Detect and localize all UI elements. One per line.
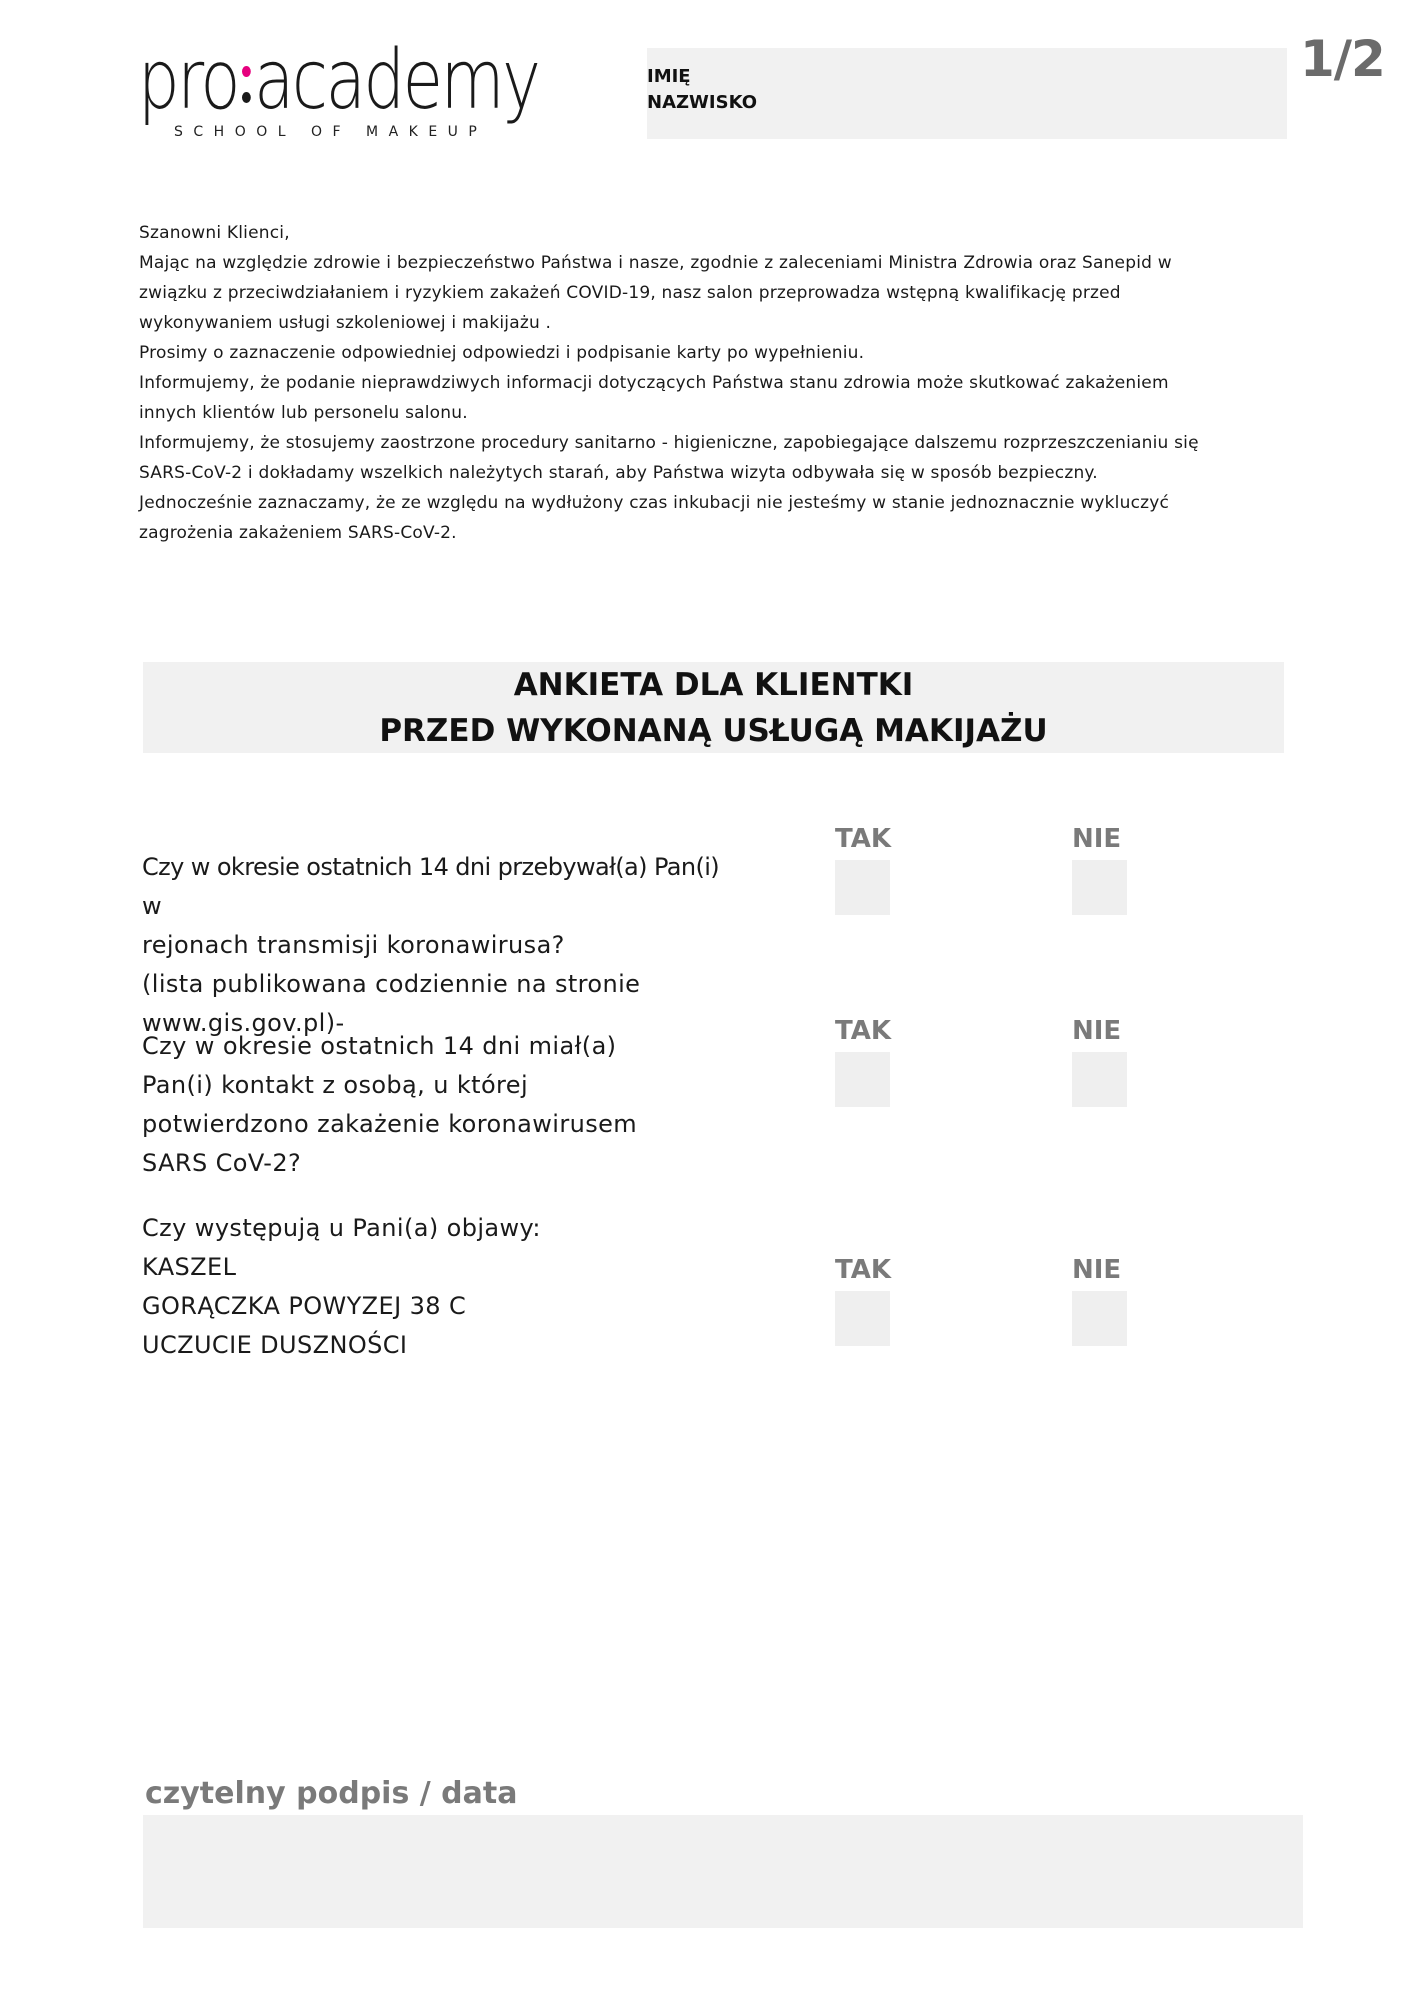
intro-line: Prosimy o zaznaczenie odpowiedniej odpowiedzi i podpisanie karty po wypełnieniu. — [139, 343, 865, 363]
company-logo — [138, 33, 539, 150]
question-line: potwierdzono zakażenie koronawirusem — [142, 1110, 638, 1138]
question-line: GORĄCZKA POWYZEJ 38 C — [142, 1292, 467, 1320]
logo-word-post: academy — [254, 33, 539, 128]
intro-line: innych klientów lub personelu salonu. — [139, 403, 468, 423]
question-line: KASZEL — [142, 1253, 237, 1281]
question-3-yes-label: TAK — [835, 1255, 891, 1285]
question-line: SARS CoV-2? — [142, 1149, 302, 1177]
question-1-text — [142, 848, 742, 1043]
intro-line: SARS-CoV-2 i dokładamy wszelkich należytych starań, aby Państwa wizyta odbywała się w sposób bezpieczny. — [139, 463, 1098, 483]
page-number: 1/2 — [1300, 30, 1385, 88]
last-name-label: NAZWISKO — [647, 92, 758, 113]
question-2-no-checkbox[interactable] — [1072, 1052, 1127, 1107]
question-line: Czy w okresie ostatnich 14 dni przebywał(a) Pan(i) w — [142, 853, 720, 920]
intro-line: Mając na względzie zdrowie i bezpieczeństwo Państwa i nasze, zgodnie z zaleceniami Ministra Zdrowia oraz Sanepid w — [139, 253, 1172, 273]
logo-colon-mark — [238, 48, 254, 108]
signature-label: czytelny podpis / data — [145, 1776, 518, 1811]
question-line: rejonach transmisji koronawirusa? — [142, 931, 565, 959]
question-1-yes-checkbox[interactable] — [835, 860, 890, 915]
question-line: UCZUCIE DUSZNOŚCI — [142, 1331, 408, 1359]
question-1-no-checkbox[interactable] — [1072, 860, 1127, 915]
intro-line: zagrożenia zakażeniem SARS-CoV-2. — [139, 523, 457, 543]
survey-title-box — [143, 662, 1284, 753]
question-line: Czy w okresie ostatnich 14 dni miał(a) — [142, 1032, 617, 1060]
first-name-label: IMIĘ — [647, 66, 691, 87]
intro-line: Informujemy, że podanie nieprawdziwych informacji dotyczących Państwa stanu zdrowia może skutkować zakażeniem — [139, 373, 1169, 393]
intro-line: związku z przeciwdziałaniem i ryzykiem zakażeń COVID-19, nasz salon przeprowadza wstępną kwalifikację przed — [139, 283, 1121, 303]
question-3-no-label: NIE — [1072, 1255, 1122, 1285]
question-line: Czy występują u Pani(a) objawy: — [142, 1214, 541, 1242]
question-2-text — [142, 1027, 742, 1183]
question-1-yes-label: TAK — [835, 824, 891, 854]
question-3-no-checkbox[interactable] — [1072, 1291, 1127, 1346]
intro-line: Szanowni Klienci, — [139, 223, 290, 243]
question-2-yes-label: TAK — [835, 1016, 891, 1046]
question-2-yes-checkbox[interactable] — [835, 1052, 890, 1107]
logo-wordmark — [138, 33, 539, 128]
question-1-no-label: NIE — [1072, 824, 1122, 854]
logo-subtitle: SCHOOL OF MAKEUP — [174, 124, 488, 140]
intro-line: Informujemy, że stosujemy zaostrzone procedury sanitarno - higieniczne, zapobiegające dalszemu rozprzeszczenianiu się — [139, 433, 1199, 453]
logo-word-pre: pro — [138, 33, 239, 128]
question-3-text — [142, 1209, 742, 1365]
question-line: www.gis.gov.pl)- — [142, 1009, 345, 1037]
question-line: Pan(i) kontakt z osobą, u której — [142, 1071, 529, 1099]
question-3-yes-checkbox[interactable] — [835, 1291, 890, 1346]
survey-title-line1: ANKIETA DLA KLIENTKI — [513, 667, 914, 703]
question-line: (lista publikowana codziennie na stronie — [142, 970, 641, 998]
intro-text — [139, 218, 1289, 548]
intro-line: Jednocześnie zaznaczamy, że ze względu na wydłużony czas inkubacji nie jesteśmy w stanie jednoznacznie wykluczyć — [139, 493, 1170, 513]
question-2-no-label: NIE — [1072, 1016, 1122, 1046]
signature-field[interactable] — [143, 1815, 1303, 1928]
name-field-box[interactable] — [647, 48, 1287, 139]
intro-line: wykonywaniem usługi szkoleniowej i makijażu . — [139, 313, 552, 333]
survey-title-line2: PRZED WYKONANĄ USŁUGĄ MAKIJAŻU — [379, 713, 1048, 749]
